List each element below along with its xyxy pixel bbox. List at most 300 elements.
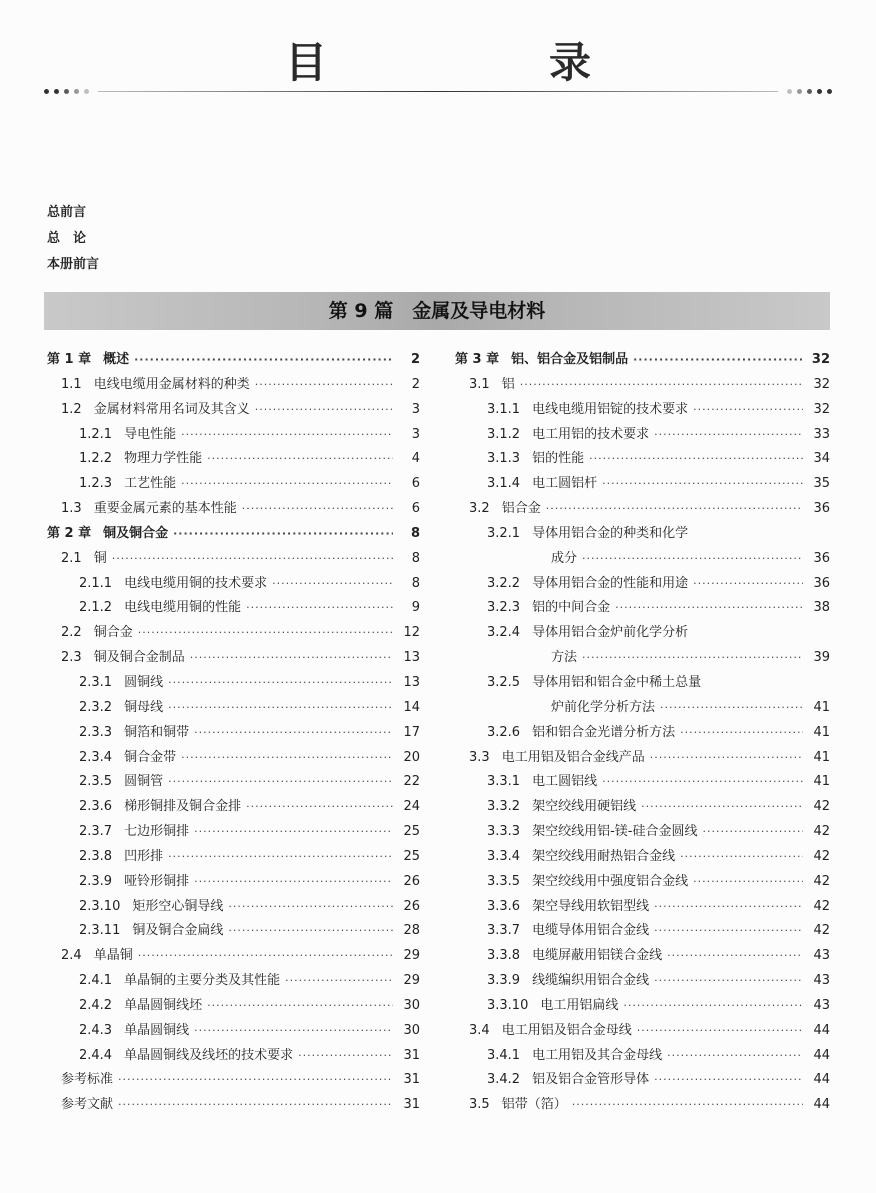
toc-entry-number: 3.4	[469, 1022, 490, 1038]
toc-leader-dots	[654, 428, 803, 441]
toc-leader-dots	[641, 800, 803, 813]
toc-entry[interactable]	[47, 994, 420, 1019]
toc-entry[interactable]	[47, 621, 420, 646]
toc-entry-number: 3.4.2	[487, 1072, 521, 1088]
toc-leader-dots	[246, 601, 393, 614]
toc-leader-dots	[138, 626, 393, 639]
toc-leader-dots	[637, 1024, 803, 1037]
toc-entry-page: 42	[813, 824, 830, 840]
toc-entry-number: 3.2.4	[487, 625, 521, 641]
toc-leader-dots	[168, 775, 393, 788]
toc-entry-page: 43	[813, 997, 830, 1013]
toc-entry-title: 凹形排	[124, 848, 164, 864]
toc-entry-number: 3.3.8	[487, 948, 521, 964]
toc-entry[interactable]	[47, 919, 420, 944]
toc-entry-page: 3	[411, 426, 420, 442]
toc-leader-dots	[228, 900, 393, 913]
toc-leader-dots	[298, 1049, 393, 1062]
toc-entry-title: 电工用铝及铝合金母线	[501, 1022, 632, 1038]
toc-entry-title: 铝及铝合金管形导体	[532, 1072, 650, 1088]
toc-entry-page: 17	[403, 724, 420, 740]
toc-left-column	[47, 348, 420, 1118]
toc-entry-page: 41	[813, 724, 830, 740]
toc-entry[interactable]	[455, 522, 830, 547]
toc-entry-title: 导电性能	[124, 426, 177, 442]
toc-entry-title: 铜及铜合金	[103, 525, 169, 541]
toc-entry-page: 8	[411, 575, 420, 591]
toc-right-column	[455, 348, 830, 1118]
toc-entry[interactable]	[47, 671, 420, 696]
toc-entry[interactable]	[47, 721, 420, 746]
toc-entry-page: 2	[411, 376, 420, 392]
toc-entry-title: 架空导线用软铝型线	[532, 898, 650, 914]
toc-entry-title: 电线电缆用铜的性能	[124, 600, 242, 616]
toc-entry-number: 3.1.2	[487, 426, 521, 442]
toc-entry[interactable]	[455, 1068, 830, 1093]
toc-entry-title: 单晶圆铜线坯	[124, 997, 203, 1013]
toc-entry-page: 28	[403, 923, 420, 939]
toc-entry[interactable]	[455, 348, 830, 373]
toc-entry-page: 36	[813, 550, 830, 566]
toc-leader-dots	[654, 1073, 803, 1086]
toc-entry-number: 3.3.2	[487, 799, 521, 815]
toc-entry[interactable]	[455, 373, 830, 398]
toc-leader-dots	[680, 726, 803, 739]
toc-entry-page: 29	[403, 973, 420, 989]
toc-leader-dots	[194, 1024, 393, 1037]
toc-entry-title: 架空绞线用硬铝线	[532, 799, 637, 815]
toc-entry[interactable]	[455, 994, 830, 1019]
toc-entry-title: 单晶圆铜线及线坯的技术要求	[124, 1047, 294, 1063]
toc-entry-page: 32	[813, 376, 830, 392]
toc-entry[interactable]	[47, 547, 420, 572]
toc-entry-page: 42	[813, 923, 830, 939]
toc-entry-number: 3.3.3	[487, 824, 521, 840]
toc-entry-page: 36	[813, 501, 830, 517]
toc-entry[interactable]	[47, 522, 420, 547]
toc-entry-title: 单晶铜的主要分类及其性能	[124, 973, 281, 989]
toc-entry[interactable]	[47, 944, 420, 969]
toc-entry-number: 3.4.1	[487, 1047, 521, 1063]
toc-entry-page: 41	[813, 774, 830, 790]
toc-entry-number: 3.2.3	[487, 600, 521, 616]
toc-entry-title: 铝和铝合金光谱分析方法	[532, 724, 676, 740]
toc-entry-page: 34	[813, 451, 830, 467]
toc-entry-title: 炉前化学分析方法	[551, 699, 656, 715]
toc-entry-title: 铜母线	[124, 699, 164, 715]
toc-entry[interactable]	[47, 423, 420, 448]
toc-entry-number: 3.3.10	[487, 997, 529, 1013]
toc-entry[interactable]	[47, 1068, 420, 1093]
toc-entry[interactable]	[455, 447, 830, 472]
toc-entry-page: 30	[403, 997, 420, 1013]
toc-entry-title: 铝合金	[501, 501, 541, 517]
toc-entry-title: 铝的中间合金	[532, 600, 611, 616]
toc-entry-page: 13	[403, 650, 420, 666]
toc-entry[interactable]	[455, 1019, 830, 1044]
toc-entry-number: 2.3	[61, 650, 82, 666]
toc-leader-dots	[181, 477, 393, 490]
toc-entry-title: 矩形空心铜导线	[132, 898, 224, 914]
toc-entry-number: 2.3.10	[79, 898, 121, 914]
toc-entry[interactable]	[47, 447, 420, 472]
toc-entry-page: 6	[411, 501, 420, 517]
toc-entry[interactable]	[455, 572, 830, 597]
toc-entry-number: 第 2 章	[47, 525, 92, 541]
toc-entry[interactable]	[455, 721, 830, 746]
toc-leader-dots	[207, 999, 393, 1012]
toc-leader-dots	[272, 577, 393, 590]
toc-entry[interactable]	[455, 621, 830, 646]
toc-leader-dots	[242, 502, 393, 515]
toc-entry-page: 32	[811, 352, 830, 367]
toc-entry-title: 金属材料常用名词及其含义	[93, 401, 250, 417]
toc-leader-dots	[255, 378, 393, 391]
toc-leader-dots	[693, 577, 803, 590]
toc-entry-number: 1.2.1	[79, 426, 113, 442]
toc-entry-title: 圆铜管	[124, 774, 164, 790]
toc-entry-page: 12	[403, 625, 420, 641]
toc-leader-dots	[546, 502, 803, 515]
toc-entry[interactable]	[47, 820, 420, 845]
toc-entry-page: 31	[403, 1097, 420, 1113]
toc-entry-number: 3.1.3	[487, 451, 521, 467]
toc-entry-page: 35	[813, 476, 830, 492]
front-matter	[47, 200, 99, 278]
toc-leader-dots	[680, 850, 803, 863]
toc-entry-page: 26	[403, 898, 420, 914]
toc-entry-number: 第 1 章	[47, 352, 92, 367]
toc-entry-title: 架空绞线用耐热铝合金线	[532, 848, 676, 864]
toc-leader-dots	[181, 751, 393, 764]
toc-leader-dots	[623, 999, 803, 1012]
toc-leader-dots	[693, 875, 803, 888]
toc-entry-number: 2.4	[61, 948, 82, 964]
toc-entry-title: 电工用铝及铝合金线产品	[501, 749, 645, 765]
toc-entry-title: 导体用铝合金的性能和用途	[532, 575, 689, 591]
toc-entry-number: 3.3.6	[487, 898, 521, 914]
toc-entry[interactable]	[455, 671, 830, 696]
toc-entry-number: 2.3.11	[79, 923, 121, 939]
toc-entry-number: 2.3.8	[79, 848, 113, 864]
toc-entry-number: 3.5	[469, 1097, 490, 1113]
toc-entry[interactable]	[455, 1093, 830, 1118]
toc-leader-dots	[138, 949, 393, 962]
toc-entry-page: 31	[403, 1047, 420, 1063]
toc-entry-number: 2.2	[61, 625, 82, 641]
toc-entry-page: 32	[813, 401, 830, 417]
toc-entry-number: 3.3	[469, 749, 490, 765]
toc-entry-page: 33	[813, 426, 830, 442]
toc-leader-dots	[654, 974, 803, 987]
toc-entry[interactable]	[455, 770, 830, 795]
toc-entry[interactable]	[455, 845, 830, 870]
toc-leader-dots	[602, 775, 803, 788]
toc-entry-title: 架空绞线用中强度铝合金线	[532, 873, 689, 889]
toc-entry-title: 电工圆铝线	[532, 774, 598, 790]
toc-entry-title: 电线电缆用铜的技术要求	[124, 575, 268, 591]
toc-entry-number: 3.1	[469, 376, 490, 392]
toc-entry[interactable]	[47, 497, 420, 522]
toc-leader-dots	[660, 701, 803, 714]
toc-entry-page: 42	[813, 848, 830, 864]
toc-entry-title: 铜及铜合金制品	[93, 650, 185, 666]
toc-entry-title: 参考文献	[61, 1097, 114, 1113]
toc-entry-title: 铝的性能	[532, 451, 585, 467]
toc-entry[interactable]	[455, 944, 830, 969]
toc-entry-title: 电工用铝扁线	[540, 997, 619, 1013]
toc-entry-number: 1.2.3	[79, 476, 113, 492]
toc-entry-title: 电工用铝及其合金母线	[532, 1047, 663, 1063]
toc-entry[interactable]	[47, 1044, 420, 1069]
toc-entry-number: 2.3.1	[79, 674, 113, 690]
toc-leader-dots	[702, 825, 803, 838]
toc-entry-number: 1.2	[61, 401, 82, 417]
toc-entry-number: 3.1.1	[487, 401, 521, 417]
front-matter-volume-preface[interactable]: 本册前言	[47, 257, 100, 272]
toc-entry-number: 3.3.7	[487, 923, 521, 939]
toc-leader-dots	[285, 974, 393, 987]
toc-entry[interactable]	[455, 919, 830, 944]
toc-entry[interactable]	[47, 895, 420, 920]
toc-entry-title: 方法	[551, 650, 578, 666]
toc-entry-title: 铜合金带	[124, 749, 177, 765]
toc-leader-dots	[589, 452, 803, 465]
toc-entry-number: 1.3	[61, 501, 82, 517]
toc-entry[interactable]	[47, 646, 420, 671]
toc-entry-title: 电工用铝的技术要求	[532, 426, 650, 442]
toc-entry[interactable]	[47, 348, 420, 373]
toc-entry-page: 6	[411, 476, 420, 492]
toc-leader-dots	[112, 552, 393, 565]
toc-entry-page: 44	[813, 1022, 830, 1038]
toc-entry[interactable]	[455, 870, 830, 895]
toc-entry-title: 导体用铝合金的种类和化学	[532, 525, 689, 541]
toc-entry-page: 44	[813, 1072, 830, 1088]
toc-entry-number: 2.3.5	[79, 774, 113, 790]
toc-entry-number: 3.3.1	[487, 774, 521, 790]
toc-entry-number: 2.3.6	[79, 799, 113, 815]
toc-entry-page: 44	[813, 1097, 830, 1113]
toc-leader-dots	[582, 552, 803, 565]
toc-entry-title: 哑铃形铜排	[124, 873, 190, 889]
title-divider	[44, 89, 832, 95]
toc-leader-dots	[654, 924, 803, 937]
toc-entry-number: 1.1	[61, 376, 82, 392]
toc-leader-dots	[615, 601, 803, 614]
toc-entry[interactable]	[455, 646, 830, 671]
toc-entry-title: 铝、铝合金及铝制品	[511, 352, 629, 367]
toc-leader-dots	[190, 651, 393, 664]
toc-entry-number: 3.3.4	[487, 848, 521, 864]
toc-entry-page: 8	[410, 525, 420, 541]
toc-leader-dots	[194, 875, 393, 888]
toc-entry-title: 参考标准	[61, 1072, 114, 1088]
toc-entry-page: 39	[813, 650, 830, 666]
toc-entry-page: 25	[403, 824, 420, 840]
toc-entry-page: 22	[403, 774, 420, 790]
toc-leader-dots	[602, 477, 803, 490]
toc-entry-title: 电线电缆用铝锭的技术要求	[532, 401, 689, 417]
toc-entry-number: 2.3.4	[79, 749, 113, 765]
toc-entry-page: 8	[411, 550, 420, 566]
toc-entry[interactable]	[455, 746, 830, 771]
toc-entry-title: 概述	[103, 352, 130, 367]
toc-leader-dots	[118, 1098, 393, 1111]
toc-entry[interactable]	[47, 696, 420, 721]
toc-entry[interactable]	[47, 398, 420, 423]
toc-entry-title: 铜箔和铜带	[124, 724, 190, 740]
toc-entry-number: 2.3.3	[79, 724, 113, 740]
toc-entry-page: 13	[403, 674, 420, 690]
toc-entry-number: 2.4.3	[79, 1022, 113, 1038]
toc-entry-number: 3.2.5	[487, 674, 521, 690]
toc-entry-number: 3.3.5	[487, 873, 521, 889]
toc-entry-page: 4	[411, 451, 420, 467]
toc-entry[interactable]	[455, 1044, 830, 1069]
toc-leader-dots	[181, 428, 393, 441]
toc-entry[interactable]	[47, 770, 420, 795]
toc-entry-page: 9	[411, 600, 420, 616]
toc-entry-title: 单晶铜	[93, 948, 133, 964]
toc-entry-number: 2.1.1	[79, 575, 113, 591]
toc-entry-page: 38	[813, 600, 830, 616]
toc-entry[interactable]	[455, 497, 830, 522]
toc-entry-page: 42	[813, 873, 830, 889]
toc-leader-dots	[246, 800, 393, 813]
toc-leader-dots	[194, 726, 393, 739]
toc-entry-title: 架空绞线用铝-镁-硅合金圆线	[532, 824, 698, 840]
toc-entry[interactable]	[47, 572, 420, 597]
toc-leader-dots	[168, 676, 393, 689]
toc-entry[interactable]	[455, 969, 830, 994]
toc-entry[interactable]	[47, 795, 420, 820]
toc-entry-number: 3.2.2	[487, 575, 521, 591]
toc-entry-title: 单晶圆铜线	[124, 1022, 190, 1038]
toc-entry-number: 2.1	[61, 550, 82, 566]
toc-entry-title: 物理力学性能	[124, 451, 203, 467]
toc-entry-title: 电缆导体用铝合金线	[532, 923, 650, 939]
toc-entry-title: 重要金属元素的基本性能	[93, 501, 237, 517]
toc-entry-number: 2.4.2	[79, 997, 113, 1013]
toc-entry-number: 1.2.2	[79, 451, 113, 467]
toc-entry-title: 梯形铜排及铜合金排	[124, 799, 242, 815]
toc-entry-number: 2.4.4	[79, 1047, 113, 1063]
toc-leader-dots	[633, 353, 803, 366]
toc-entry[interactable]	[47, 969, 420, 994]
toc-entry-title: 导体用铝和铝合金中稀土总量	[532, 674, 702, 690]
toc-entry-number: 3.2.1	[487, 525, 521, 541]
toc-entry-title: 铜及铜合金扁线	[132, 923, 224, 939]
toc-entry[interactable]	[455, 423, 830, 448]
toc-entry-number: 3.2	[469, 501, 490, 517]
toc-entry-page: 25	[403, 848, 420, 864]
toc-leader-dots	[118, 1073, 393, 1086]
toc-entry-title: 导体用铝合金炉前化学分析	[532, 625, 689, 641]
toc-leader-dots	[207, 452, 393, 465]
toc-leader-dots	[654, 900, 803, 913]
toc-entry-page: 26	[403, 873, 420, 889]
toc-entry-number: 第 3 章	[455, 352, 500, 367]
toc-entry-title: 铝	[501, 376, 515, 392]
toc-entry-page: 43	[813, 973, 830, 989]
toc-entry[interactable]	[47, 472, 420, 497]
toc-entry[interactable]	[47, 845, 420, 870]
toc-entry-page: 29	[403, 948, 420, 964]
page-title: 目 录	[284, 38, 681, 87]
toc-entry-page: 42	[813, 799, 830, 815]
toc-entry-page: 43	[813, 948, 830, 964]
toc-leader-dots	[173, 527, 393, 540]
front-matter-general-preface[interactable]: 总前言	[47, 205, 87, 220]
toc-entry[interactable]	[455, 547, 830, 572]
toc-entry[interactable]	[47, 870, 420, 895]
toc-leader-dots	[650, 751, 803, 764]
toc-entry-title: 电工圆铝杆	[532, 476, 598, 492]
toc-entry-title: 铜合金	[93, 625, 133, 641]
toc-entry-page: 44	[813, 1047, 830, 1063]
toc-entry-title: 铝带（箔）	[501, 1097, 567, 1113]
toc-entry-page: 31	[403, 1072, 420, 1088]
toc-entry-title: 工艺性能	[124, 476, 177, 492]
toc-entry-page: 42	[813, 898, 830, 914]
toc-entry-title: 线缆编织用铝合金线	[532, 973, 650, 989]
toc-leader-dots	[194, 825, 393, 838]
toc-entry-number: 2.4.1	[79, 973, 113, 989]
toc-entry-page: 24	[403, 799, 420, 815]
toc-entry-number: 2.1.2	[79, 600, 113, 616]
toc-entry-title: 七边形铜排	[124, 824, 190, 840]
toc-entry-title: 电缆屏蔽用铝镁合金线	[532, 948, 663, 964]
toc-entry-page: 20	[403, 749, 420, 765]
toc-entry[interactable]	[47, 373, 420, 398]
toc-entry-page: 30	[403, 1022, 420, 1038]
toc-entry[interactable]	[47, 596, 420, 621]
toc-leader-dots	[168, 701, 393, 714]
toc-leader-dots	[134, 353, 393, 366]
toc-entry-page: 41	[813, 699, 830, 715]
toc-entry-page: 3	[411, 401, 420, 417]
toc-entry[interactable]	[455, 472, 830, 497]
toc-entry[interactable]	[455, 596, 830, 621]
toc-entry-title: 圆铜线	[124, 674, 164, 690]
toc-leader-dots	[255, 403, 393, 416]
toc-entry[interactable]	[47, 1019, 420, 1044]
toc-leader-dots	[667, 949, 803, 962]
toc-entry[interactable]	[47, 746, 420, 771]
toc-entry[interactable]	[47, 1093, 420, 1118]
toc-entry-number: 2.3.7	[79, 824, 113, 840]
part-banner: 第 9 篇 金属及导电材料	[44, 292, 830, 330]
toc-leader-dots	[520, 378, 803, 391]
front-matter-overview[interactable]: 总 论	[47, 231, 87, 246]
toc-leader-dots	[582, 651, 803, 664]
toc-entry[interactable]	[455, 696, 830, 721]
toc-entry-title: 电线电缆用金属材料的种类	[93, 376, 250, 392]
toc-entry-title: 铜	[93, 550, 107, 566]
toc-leader-dots	[667, 1049, 803, 1062]
toc-entry[interactable]	[455, 895, 830, 920]
toc-entry-page: 41	[813, 749, 830, 765]
toc-entry-page: 2	[410, 352, 420, 367]
toc-leader-dots	[168, 850, 393, 863]
toc-entry[interactable]	[455, 398, 830, 423]
toc-entry-number: 2.3.2	[79, 699, 113, 715]
toc-entry-number: 3.3.9	[487, 973, 521, 989]
toc-entry[interactable]	[455, 795, 830, 820]
toc-entry[interactable]	[455, 820, 830, 845]
toc-entry-title: 成分	[551, 550, 578, 566]
